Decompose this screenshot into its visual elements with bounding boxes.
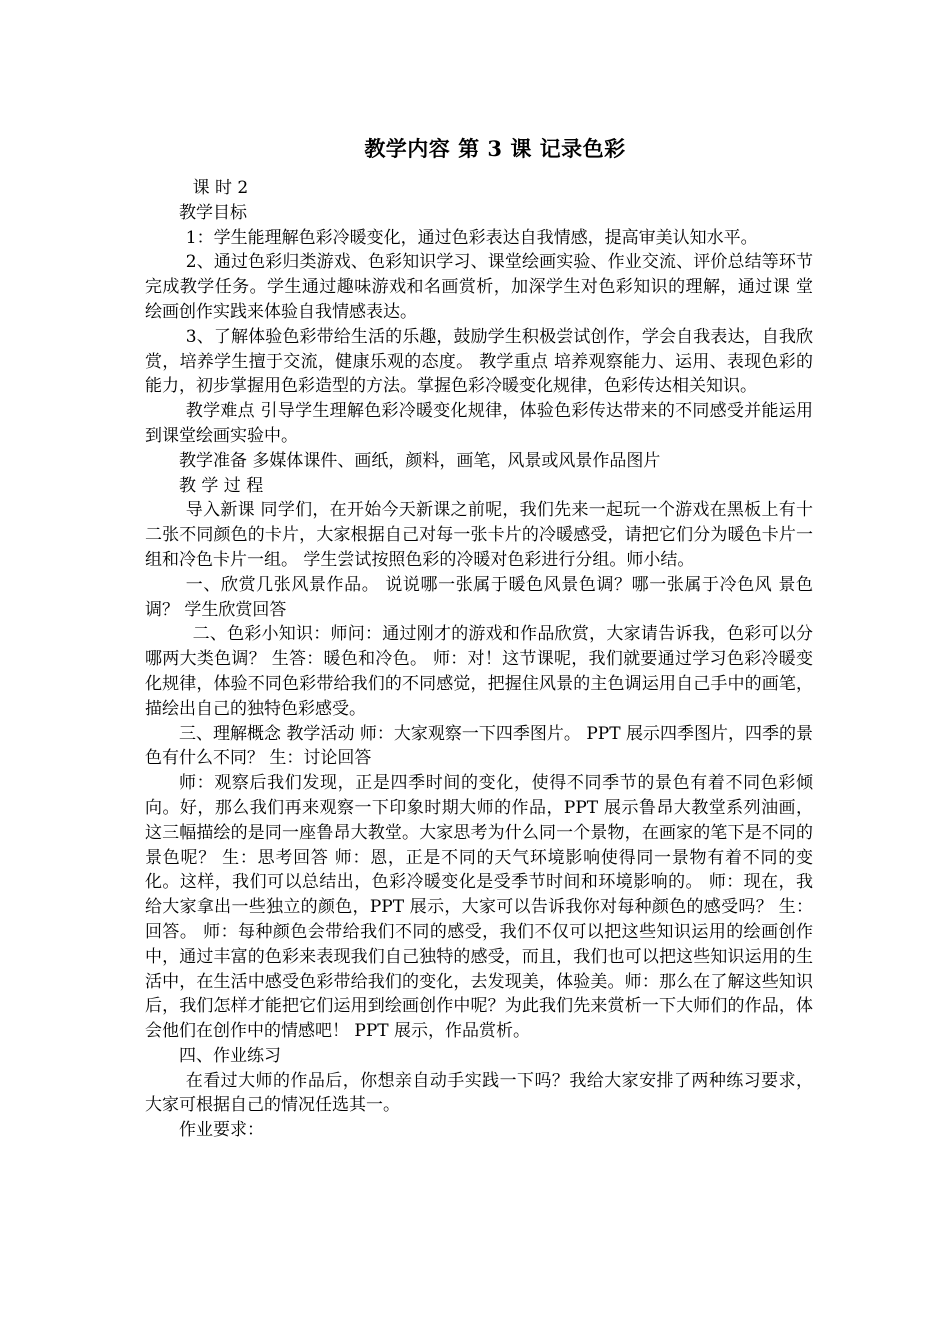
- lesson-hours: 课 时 2: [192, 178, 249, 198]
- goal-2: 2、通过色彩归类游戏、色彩知识学习、课堂绘画实验、作业交流、评价总结等环节完成教学任务。学生通过趣味游戏和名画赏析，加深学生对色彩知识的理解，通过课 堂绘画创作实践来体验自我情感表达。: [145, 252, 813, 322]
- teaching-preparation: 教学准备 多媒体课件、画纸，颜料，画笔，风景或风景作品图片: [179, 450, 661, 471]
- teaching-difficulty: 教学难点 引导学生理解色彩冷暖变化规律，体验色彩传达带来的不同感受并能运用到课堂绘画实验中。: [145, 401, 813, 446]
- teaching-process-heading: 教 学 过 程: [179, 475, 264, 496]
- homework-intro-paragraph: 在看过大师的作品后，你想亲自动手实践一下吗？我给大家安排了两种练习要求，大家可根据自己的情况任选其一。: [145, 1070, 813, 1116]
- goal-3: 3、了解体验色彩带给生活的乐趣，鼓励学生积极尝试创作，学会自我表达，自我欣赏，培养学生擅于交流，健康乐观的态度。 教学重点 培养观察能力、运用、表现色彩的能力，初步掌握用色彩造型的方法。掌握色彩冷暖变化规律，色彩传达相关知识。: [145, 326, 813, 397]
- section-two-paragraph: 二、色彩小知识：师问：通过刚才的游戏和作品欣赏，大家请告诉我，色彩可以分哪两大类色调？ 生答：暖色和冷色。 师：对！这节课呢，我们就要通过学习色彩冷暖变化规律，体验不同色彩带给我们的不同感觉，把握住风景的主色调运用自己手中的画笔，描绘出自己的独特色彩感受。: [145, 624, 813, 719]
- teaching-goals-heading: 教学目标: [179, 202, 247, 223]
- document-body: [145, 176, 813, 1143]
- section-one-paragraph: 一、欣赏几张风景作品。 说说哪一张属于暖色风景色调？哪一张属于冷色风 景色调？ 学生欣赏回答: [145, 574, 813, 620]
- teacher-observation-paragraph: 师：观察后我们发现，正是四季时间的变化，使得不同季节的景色有着不同色彩倾向。好，那么我们再来观察一下印象时期大师的作品，PPT 展示鲁昂大教堂系列油画，这三幅描绘的是同一座鲁昂大教堂。大家思考为什么同一个景物，在画家的笔下是不同的景色呢？ 生：思考回答 师：恩，正是不同的天气环境影响使得同一景物有着不同的变化。这样，我们可以总结出，色彩冷暖变化是受季节时间和环境影响的。 师：现在，我给大家拿出一些独立的颜色，PPT 展示，大家可以告诉我你对每种颜色的感受吗？ 生：回答。 师：每种颜色会带给我们不同的感受，我们不仅可以把这些知识运用的绘画创作中，通过丰富的色彩来表现我们自己独特的感受，而且，我们也可以把这些知识运用的生活中，在生活中感受色彩带给我们的变化，去发现美，体验美。师：那么在了解这些知识后，我们怎样才能把它们运用到绘画创作中呢？为此我们先来赏析一下大师们的作品，体会他们在创作中的情感吧！ PPT 展示，作品赏析。: [145, 773, 813, 1042]
- section-three-paragraph: 三、理解概念 教学活动 师：大家观察一下四季图片。 PPT 展示四季图片，四季的景色有什么不同？ 生：讨论回答: [145, 723, 813, 769]
- introduction-paragraph: 导入新课 同学们，在开始今天新课之前呢，我们先来一起玩一个游戏在黑板上有十二张不同颜色的卡片，大家根据自己对每一张卡片的冷暖感受，请把它们分为暖色卡片一组和冷色卡片一组。 学生尝试按照色彩的冷暖对色彩进行分组。师小结。: [145, 500, 813, 570]
- homework-requirements-label: 作业要求：: [179, 1120, 264, 1141]
- goal-1: 1：学生能理解色彩冷暖变化，通过色彩表达自我情感，提高审美认知水平。: [185, 227, 758, 248]
- page-title: 教学内容 第 3 课 记录色彩: [364, 136, 626, 161]
- homework-heading: 四、作业练习: [179, 1045, 281, 1066]
